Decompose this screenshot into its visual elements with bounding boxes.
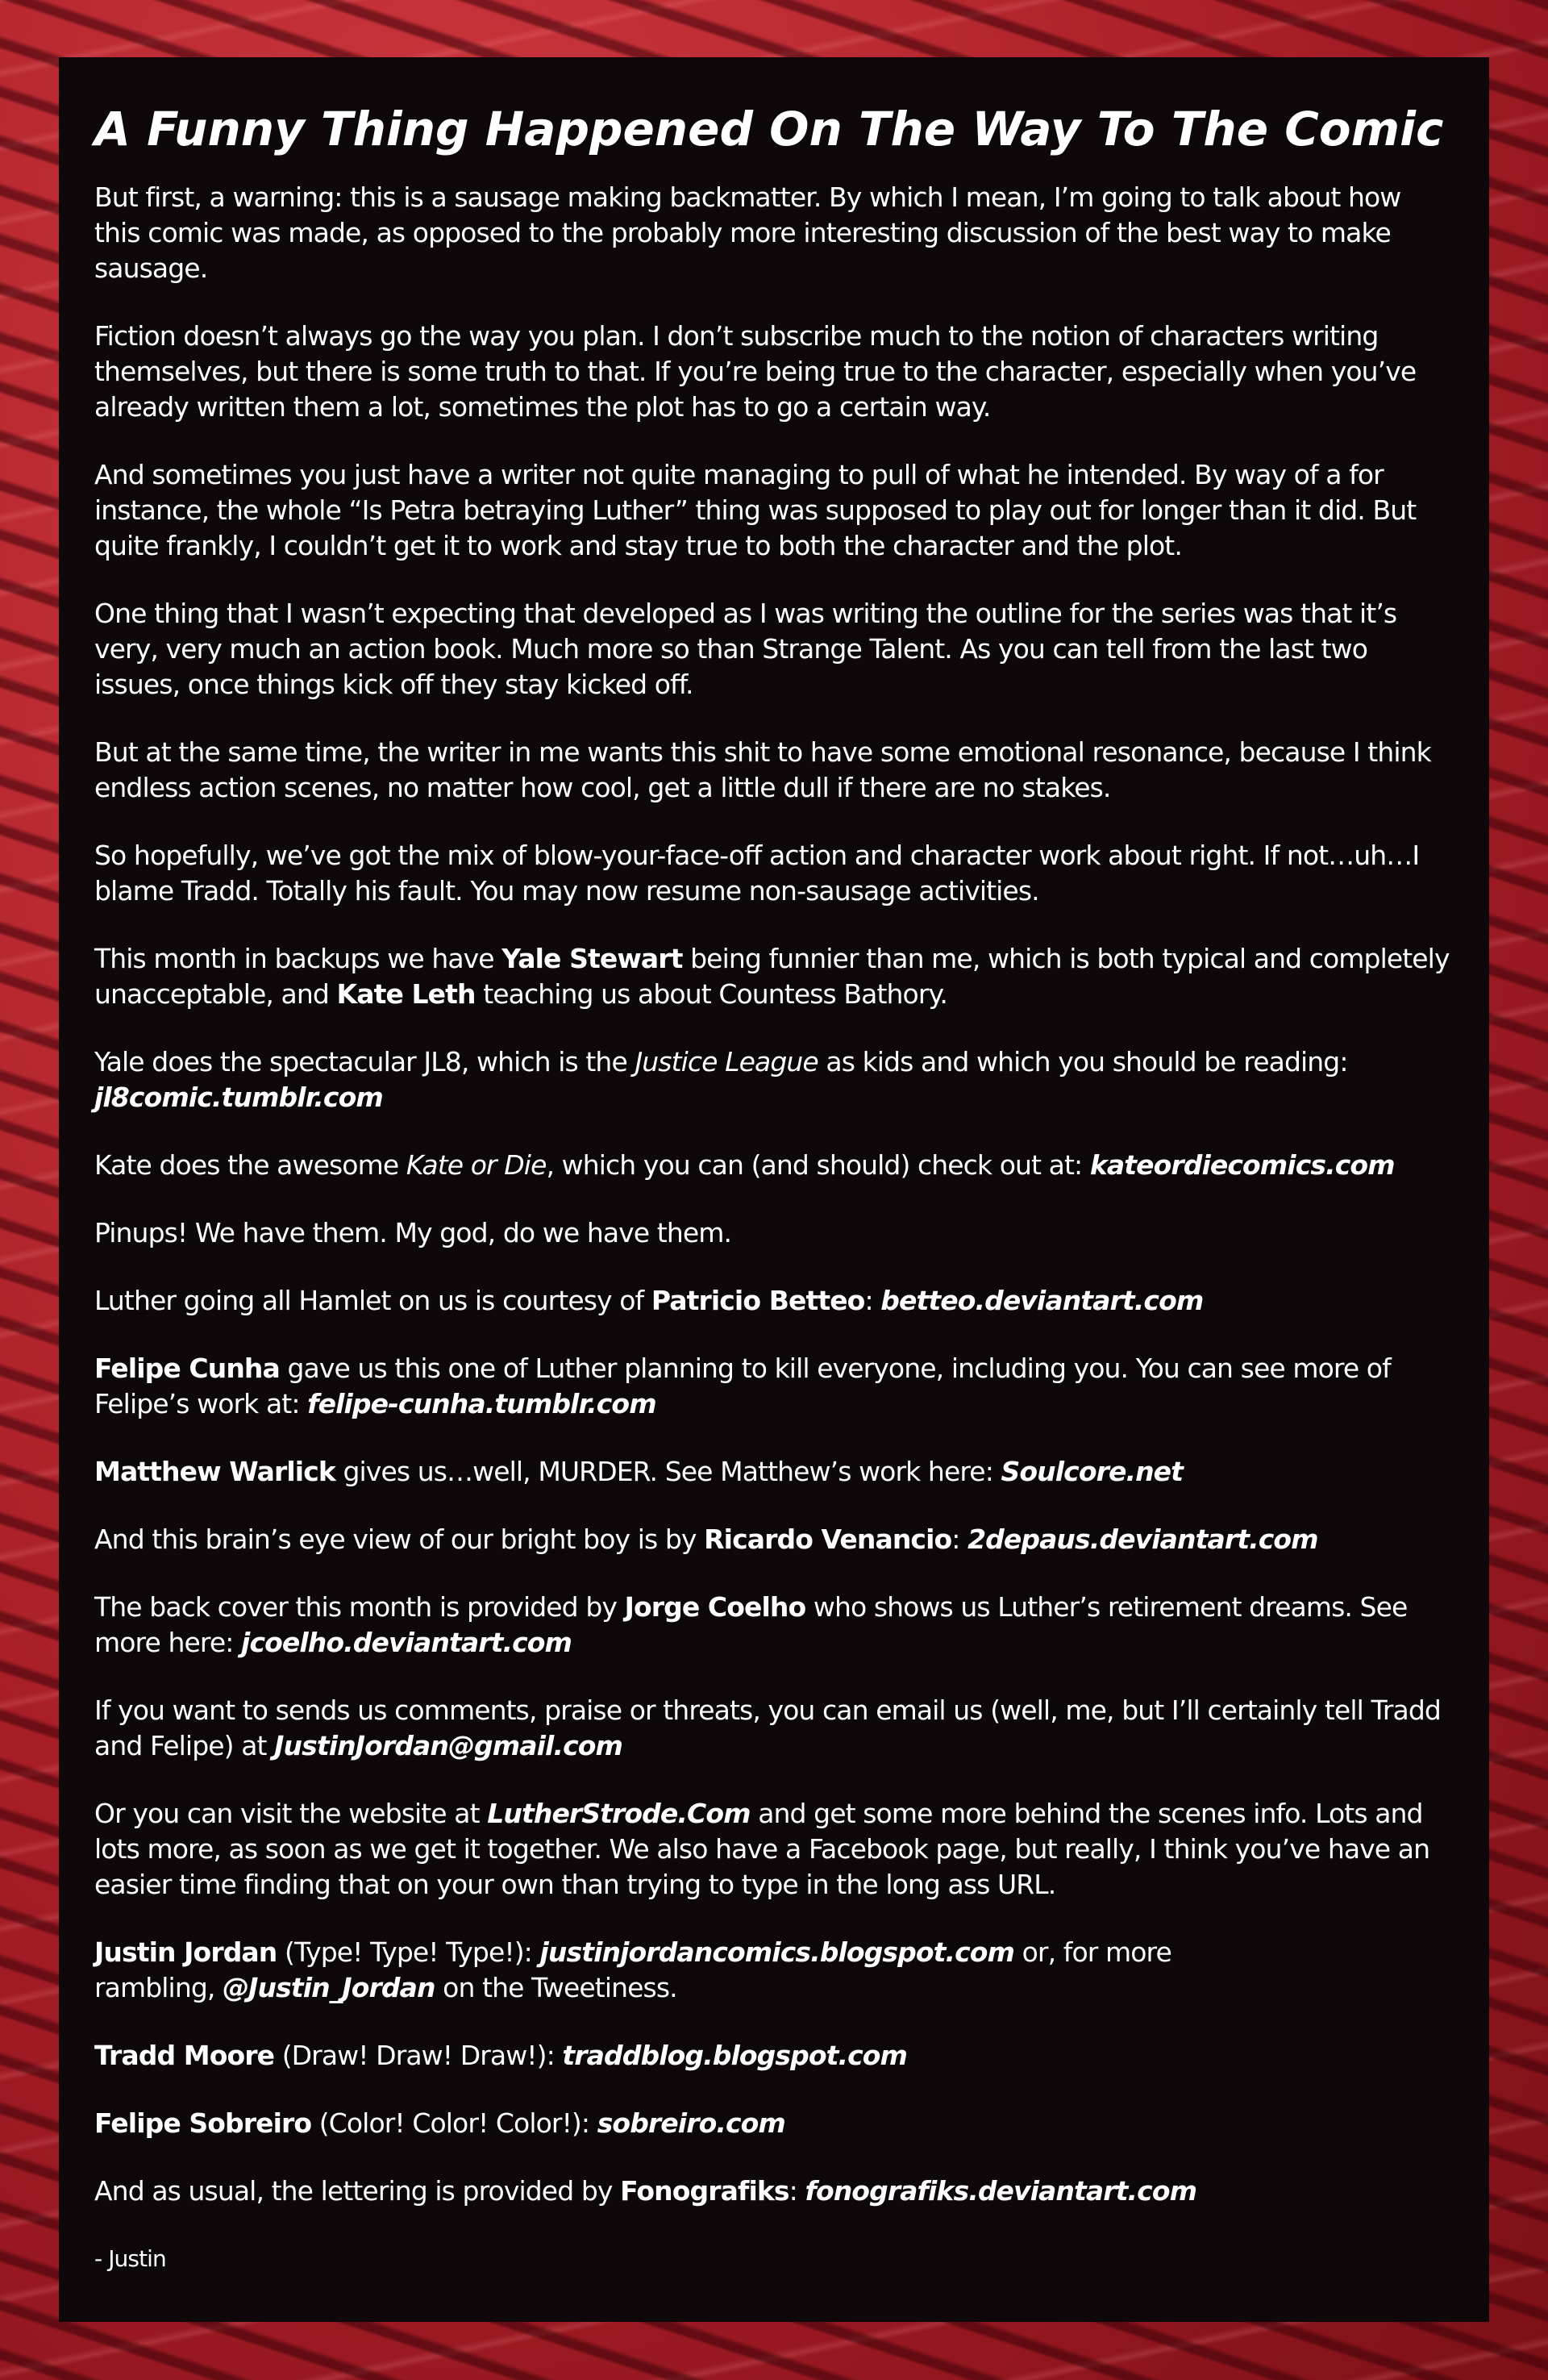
paragraph-email: If you want to sends us comments, praise or threats, you can email us (well, me, but I’ll certainly tell Tradd and Felipe) at JustinJordan@gmail.com bbox=[94, 1694, 1441, 1761]
sobreiro-link[interactable]: sobreiro.com bbox=[597, 2107, 785, 2139]
signoff: - Justin bbox=[94, 2245, 166, 2272]
credit-name: Felipe Sobreiro bbox=[94, 2107, 312, 2139]
paragraph-blame-tradd: So hopefully, we’ve got the mix of blow-your-face-off action and character work about right. If not…uh…I blame Tradd. Totally his fault. You may now resume non-sausage activities. bbox=[94, 839, 1420, 907]
website-link[interactable]: LutherStrode.Com bbox=[487, 1797, 751, 1829]
credit-name: Felipe Cunha bbox=[94, 1352, 280, 1384]
cunha-link[interactable]: felipe-cunha.tumblr.com bbox=[307, 1387, 656, 1419]
paragraph-betteo: Luther going all Hamlet on us is courtesy of Patricio Betteo: betteo.deviantart.com bbox=[94, 1284, 1204, 1316]
kateordie-link[interactable]: kateordiecomics.com bbox=[1089, 1148, 1395, 1181]
credit-name: Patricio Betteo bbox=[651, 1284, 865, 1316]
paragraph-pinups: Pinups! We have them. My god, do we have them. bbox=[94, 1216, 732, 1248]
paragraph-petra: And sometimes you just have a writer not quite managing to pull of what he intended. By way of a for instance, the whole “Is Petra betraying Luther” thing was supposed to play out for longer than it did. But quite frankly, I couldn’t get it to work and stay true to both the character and the plot. bbox=[94, 458, 1417, 561]
paragraph-justin-jordan: Justin Jordan (Type! Type! Type!): justinjordancomics.blogspot.com or, for more rambling, @Justin_Jordan on the Tweetiness. bbox=[94, 1936, 1171, 2003]
paragraph-tradd-moore: Tradd Moore (Draw! Draw! Draw!): traddblog.blogspot.com bbox=[94, 2039, 908, 2071]
betteo-link[interactable]: betteo.deviantart.com bbox=[880, 1284, 1204, 1316]
credit-name: Yale Stewart bbox=[501, 942, 683, 974]
paragraph-action-book: One thing that I wasn’t expecting that developed as I was writing the outline for the series was that it’s very, very much an action book. Much more so than Strange Talent. As you can tell from the last two issues, once things kick off they stay kicked off. bbox=[94, 597, 1397, 700]
tradd-blog-link[interactable]: traddblog.blogspot.com bbox=[562, 2039, 908, 2071]
justin-blog-link[interactable]: justinjordancomics.blogspot.com bbox=[539, 1936, 1015, 1968]
paragraph-warning: But first, a warning: this is a sausage making backmatter. By which I mean, I’m going to talk about how this comic was made, as opposed to the probably more interesting discussion of the best way to make sausage. bbox=[94, 181, 1401, 284]
venancio-link[interactable]: 2depaus.deviantart.com bbox=[968, 1523, 1318, 1555]
credit-name: Justin Jordan bbox=[94, 1936, 277, 1968]
paragraph-cunha: Felipe Cunha gave us this one of Luther planning to kill everyone, including you. You can see more of Felipe’s work at: felipe-cunha.tumblr.com bbox=[94, 1352, 1391, 1419]
paragraph-jl8: Yale does the spectacular JL8, which is the Justice League as kids and which you should be reading: jl8comic.tumblr.com bbox=[94, 1045, 1348, 1113]
paragraph-felipe-sobreiro: Felipe Sobreiro (Color! Color! Color!): sobreiro.com bbox=[94, 2107, 785, 2139]
paragraph-kate-or-die: Kate does the awesome Kate or Die, which you can (and should) check out at: kateordiecomics.com bbox=[94, 1148, 1395, 1181]
jl8-link[interactable]: jl8comic.tumblr.com bbox=[94, 1081, 383, 1113]
paragraph-fiction: Fiction doesn’t always go the way you plan. I don’t subscribe much to the notion of characters writing themselves, but there is some truth to that. If you’re being true to the character, especially when you’ve already written them a lot, sometimes the plot has to go a certain way. bbox=[94, 319, 1417, 423]
paragraph-lettering: And as usual, the lettering is provided by Fonografiks: fonografiks.deviantart.com bbox=[94, 2174, 1197, 2207]
paragraph-warlick: Matthew Warlick gives us…well, MURDER. See Matthew’s work here: Soulcore.net bbox=[94, 1455, 1184, 1487]
paragraph-coelho: The back cover this month is provided by Jorge Coelho who shows us Luther’s retirement dreams. See more here: jcoelho.deviantart.com bbox=[94, 1590, 1408, 1658]
soulcore-link[interactable]: Soulcore.net bbox=[1001, 1455, 1184, 1487]
page-title: A Funny Thing Happened On The Way To The Comic bbox=[94, 102, 1444, 156]
credit-name: Tradd Moore bbox=[94, 2039, 275, 2071]
credit-name: Fonografiks bbox=[620, 2174, 789, 2207]
fonografiks-link[interactable]: fonografiks.deviantart.com bbox=[805, 2174, 1197, 2207]
paragraph-website: Or you can visit the website at LutherStrode.Com and get some more behind the scenes info. Lots and lots more, as soon as we get it together. We also have a Facebook page, but really, I think you’ve have an easier time finding that on your own than trying to type in the long ass URL. bbox=[94, 1797, 1430, 1900]
email-link[interactable]: JustinJordan@gmail.com bbox=[274, 1729, 623, 1761]
paragraph-venancio: And this brain’s eye view of our bright boy is by Ricardo Venancio: 2depaus.deviantart.com bbox=[94, 1523, 1318, 1555]
credit-name: Jorge Coelho bbox=[624, 1590, 806, 1623]
backmatter-panel bbox=[59, 57, 1489, 2322]
credit-name: Matthew Warlick bbox=[94, 1455, 335, 1487]
credit-name: Ricardo Venancio bbox=[704, 1523, 952, 1555]
coelho-link[interactable]: jcoelho.deviantart.com bbox=[241, 1626, 572, 1658]
credit-name: Kate Leth bbox=[336, 977, 476, 1010]
paragraph-backups: This month in backups we have Yale Stewart being funnier than me, which is both typical and completely unacceptable, and Kate Leth teaching us about Countess Bathory. bbox=[94, 942, 1450, 1010]
paragraph-emotional-resonance: But at the same time, the writer in me wants this shit to have some emotional resonance, because I think endless action scenes, no matter how cool, get a little dull if there are no stakes. bbox=[94, 736, 1431, 803]
twitter-handle-link[interactable]: @Justin_Jordan bbox=[223, 1971, 435, 2003]
